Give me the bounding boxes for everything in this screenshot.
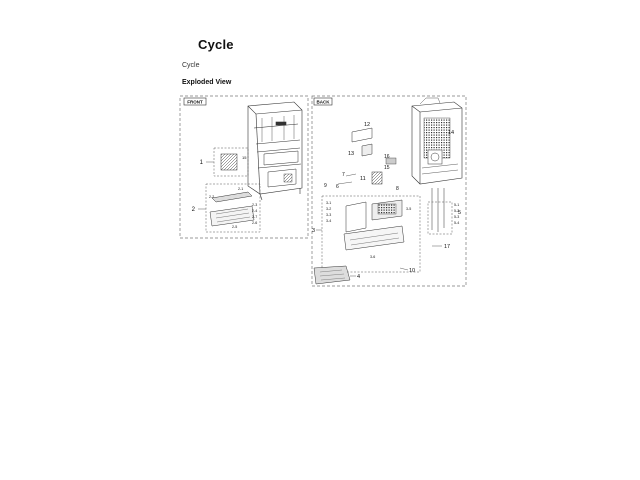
section-heading: Exploded View [182,79,232,86]
page-title: Cycle [198,37,234,52]
callout-9: 9 [324,183,327,189]
back-cabinet [412,98,462,184]
callout-5: 5 [458,210,462,216]
callout-10: 10 [409,268,416,274]
front-panel-label: FRONT [187,99,203,105]
front-fridge-body [248,102,302,200]
callout-1: 1 [199,160,203,166]
label-3-5: 3-5 [406,207,412,211]
label-3-1: 3-1 [326,201,332,205]
callout-11: 11 [360,176,366,182]
label-3-3: 3-3 [326,213,332,217]
exploded-view-svg [176,92,472,290]
label-5-4: 5-4 [454,221,460,225]
back-part-5-pipes [428,188,461,250]
callout-13: 13 [348,151,355,157]
label-5-3: 5-3 [454,215,460,219]
label-5-2: 5-2 [454,209,460,213]
label-2-2: 2-2 [209,195,215,199]
callout-8: 8 [396,186,399,192]
front-view-panel [180,96,308,238]
callout-7: 7 [342,172,345,178]
front-part-1-grille [200,148,248,176]
callout-17: 17 [444,244,451,250]
callout-15-front: 15 [242,155,247,160]
label-2-1: 2-1 [238,187,244,191]
label-3-4: 3-4 [326,219,332,223]
callout-16: 16 [384,154,390,160]
back-part-4-panel [314,266,360,284]
callout-15-back: 15 [384,165,390,171]
label-3-6: 3-6 [370,255,376,259]
back-view-panel [312,96,466,286]
callout-4: 4 [357,274,361,280]
label-2-6: 2-6 [252,221,258,225]
page-subtitle: Cycle [182,62,200,69]
callout-6: 6 [336,184,339,190]
callout-14: 14 [448,130,455,136]
label-2-4: 2-4 [252,209,258,213]
label-3-2: 3-2 [326,207,332,211]
front-part-2-assembly [192,184,260,232]
label-2-3: 2-3 [252,203,258,207]
label-5-1: 5-1 [454,203,460,207]
label-2-5: 2-5 [232,225,238,229]
callout-3: 3 [311,228,315,234]
callout-12: 12 [364,122,371,128]
back-panel-label: BACK [316,99,330,105]
back-part-3-assembly [312,196,420,274]
label-2-7: 2-7 [252,215,258,219]
exploded-view-diagram[interactable] [176,92,472,290]
callout-2: 2 [191,207,195,213]
